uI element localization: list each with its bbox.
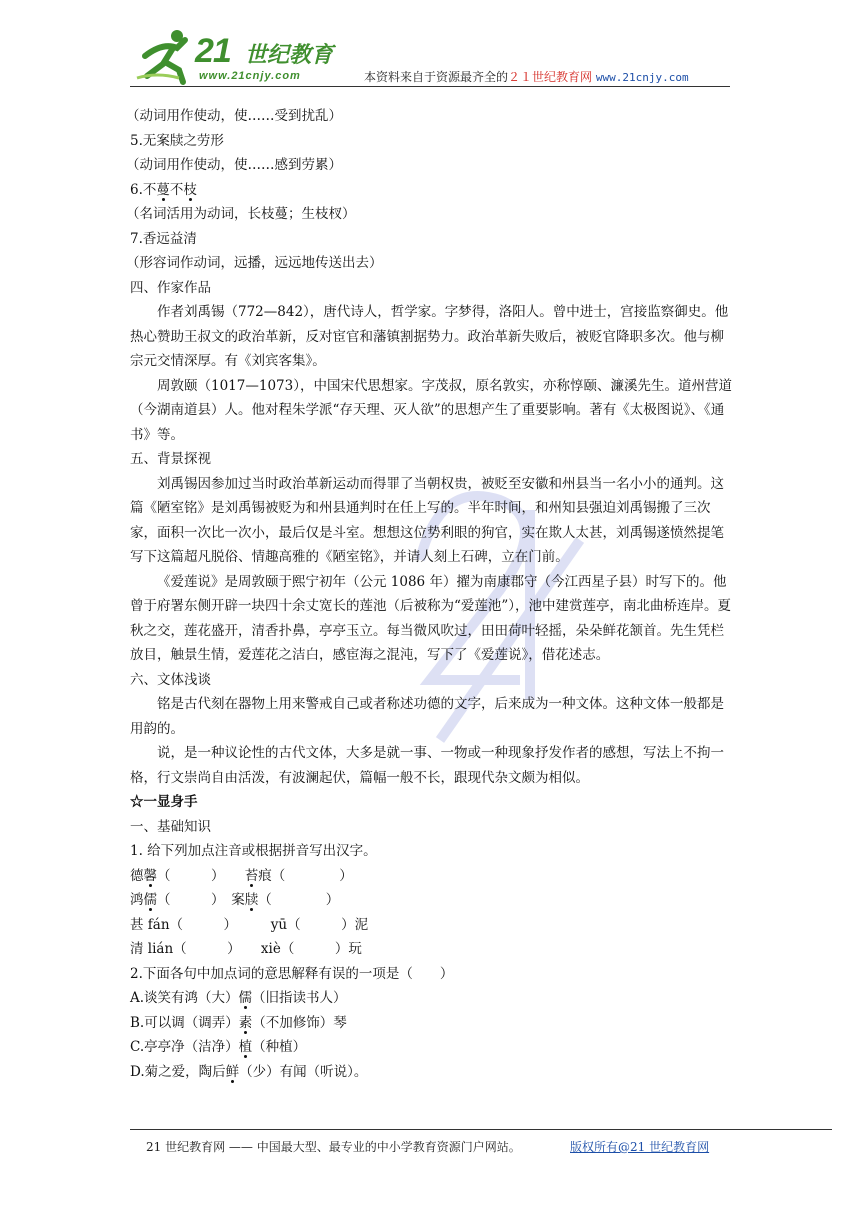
logo-number: 21 bbox=[195, 32, 231, 70]
dotted-char: 牍 bbox=[244, 892, 259, 908]
footer-divider bbox=[130, 1129, 832, 1130]
option-b: B.可以调（调弄）素（不加修饰）琴 bbox=[130, 1014, 347, 1031]
footer-copyright-link[interactable]: 版权所有@21 世纪教育网 bbox=[570, 1140, 710, 1154]
section-heading-4: 四、作家作品 bbox=[130, 279, 211, 296]
dotted-char: 枝 bbox=[183, 181, 197, 198]
dotted-char: 儒 bbox=[238, 990, 253, 1006]
item-7: 7.香远益清 bbox=[130, 230, 197, 247]
header-source-site[interactable]: ２１世纪教育网 bbox=[508, 70, 593, 84]
dotted-char: 素 bbox=[238, 1014, 253, 1031]
note-line: （形容词作动词，远播，远远地传送出去） bbox=[126, 255, 383, 271]
background-paragraph-1: 刘禹锡因参加过当时政治革新运动而得罪了当朝权贵，被贬至安徽和州县当一名小小的通判。这篇《陋室铭》是刘禹锡被贬为和州县通判时在任上写的。半年时间，和州知县强迫刘禹锡搬了三次家，面积一次比一次小，最后仅是斗室。想想这位势利眼的狗官，实在欺人太甚，刘禹锡遂愤然提笔写下这篇超凡脱俗、情趣高雅的《陋室铭》，并请人刻上石碑，立在门前。 bbox=[130, 475, 724, 565]
question-1: 1. 给下列加点注音或根据拼音写出汉字。 bbox=[130, 843, 377, 859]
note-line: （名词活用为动词，长枝蔓；生枝杈） bbox=[126, 206, 356, 222]
header-divider bbox=[130, 86, 730, 87]
question-2: 2.下面各句中加点词的意思解释有误的一项是（ ） bbox=[130, 965, 454, 982]
section-heading-6: 六、文体浅谈 bbox=[130, 671, 211, 688]
dotted-char: 儒 bbox=[143, 892, 157, 908]
item-6: 6.不蔓不枝 bbox=[130, 181, 197, 198]
option-c: C.亭亭净（洁净）植（种植） bbox=[130, 1039, 307, 1055]
author-paragraph-1: 作者刘禹锡（772—842），唐代诗人，哲学家。字梦得，洛阳人。曾中进士，宫接监察御史。他热心赞助王叔文的政治革新，反对宦官和藩镇割据势力。政治革新失败后，被贬官降职多次。他与柳宗元交情深厚。有《刘宾客集》。 bbox=[130, 304, 729, 369]
header-source-prefix: 本资料来自于资源最齐全的 bbox=[364, 70, 509, 84]
note-line: （动词用作使动，使……受到扰乱） bbox=[126, 108, 342, 124]
running-figure-icon bbox=[133, 26, 203, 86]
dotted-char: 馨 bbox=[143, 867, 157, 884]
option-d: D.菊之爱，陶后鲜（少）有闻（听说）。 bbox=[130, 1063, 368, 1080]
basic-knowledge-heading: 一、基础知识 bbox=[130, 818, 211, 835]
section-heading-5: 五、背景探视 bbox=[130, 451, 211, 467]
author-paragraph-2: 周敦颐（1017—1073），中国宋代思想家。字茂叔，原名敦实，亦称惇颐、濂溪先生。道州营道（今湖南道县）人。他对程朱学派“存天理、灭人欲”的思想产生了重要影响。著有《太极图说》、《通书》等。 bbox=[130, 377, 732, 443]
option-a: A.谈笑有鸿（大）儒（旧指读书人） bbox=[130, 990, 347, 1006]
dotted-char: 植 bbox=[238, 1039, 253, 1055]
question-1-row-1: 德馨（ ） 苔痕（ ） bbox=[130, 867, 353, 884]
question-1-row-3: 甚 fán（ ） yū（ ）泥 bbox=[130, 916, 369, 933]
question-1-row-2: 鸿儒（ ） 案牍（ ） bbox=[130, 892, 340, 908]
footer-slogan: 21 世纪教育网 —— 中国最大型、最专业的中小学教育资源门户网站。 bbox=[146, 1140, 521, 1154]
logo-chinese-name: 世纪教育 bbox=[245, 43, 334, 68]
header-source-url[interactable]: www.21cnjy.com bbox=[595, 71, 689, 84]
dotted-char: 苔 bbox=[244, 867, 259, 884]
genre-paragraph-1: 铭是古代刻在器物上用来警戒自己或者称述功德的文字，后来成为一种文体。这种文体一般都是用韵的。 bbox=[130, 696, 724, 737]
exercise-heading: ☆一显身手 bbox=[130, 794, 198, 810]
dotted-char: 鲜 bbox=[225, 1063, 240, 1080]
header-source-note bbox=[364, 68, 689, 85]
item-5: 5.无案牍之劳形 bbox=[130, 132, 224, 149]
logo-url: www.21cnjy.com bbox=[199, 70, 301, 82]
document-body bbox=[126, 104, 734, 1084]
background-paragraph-2: 《爱莲说》是周敦颐于熙宁初年（公元 1086 年）擢为南康郡守（今江西星子县）时写下的。他曾于府署东侧开辟一块四十余丈宽长的莲池（后被称为“爱莲池”），池中建赏莲亭，南北曲桥连岸。夏秋之交，莲花盛开，清香扑鼻，亭亭玉立。每当微风吹过，田田荷叶轻摇，朵朵鲜花颔首。先生凭栏放目，触景生情，爱莲花之洁白，感宦海之混沌，写下了《爱莲说》，借花述志。 bbox=[130, 573, 732, 663]
dotted-char: 蔓 bbox=[156, 181, 170, 198]
question-1-row-4: 清 lián（ ） xiè（ ）玩 bbox=[130, 941, 362, 957]
site-logo[interactable] bbox=[133, 26, 343, 86]
note-line: （动词用作使动，使……感到劳累） bbox=[126, 157, 342, 173]
genre-paragraph-2: 说，是一种议论性的古代文体，大多是就一事、一物或一种现象抒发作者的感想，写法上不拘一格，行文崇尚自由活泼，有波澜起伏，篇幅一般不长，跟现代杂文颇为相似。 bbox=[130, 745, 724, 786]
